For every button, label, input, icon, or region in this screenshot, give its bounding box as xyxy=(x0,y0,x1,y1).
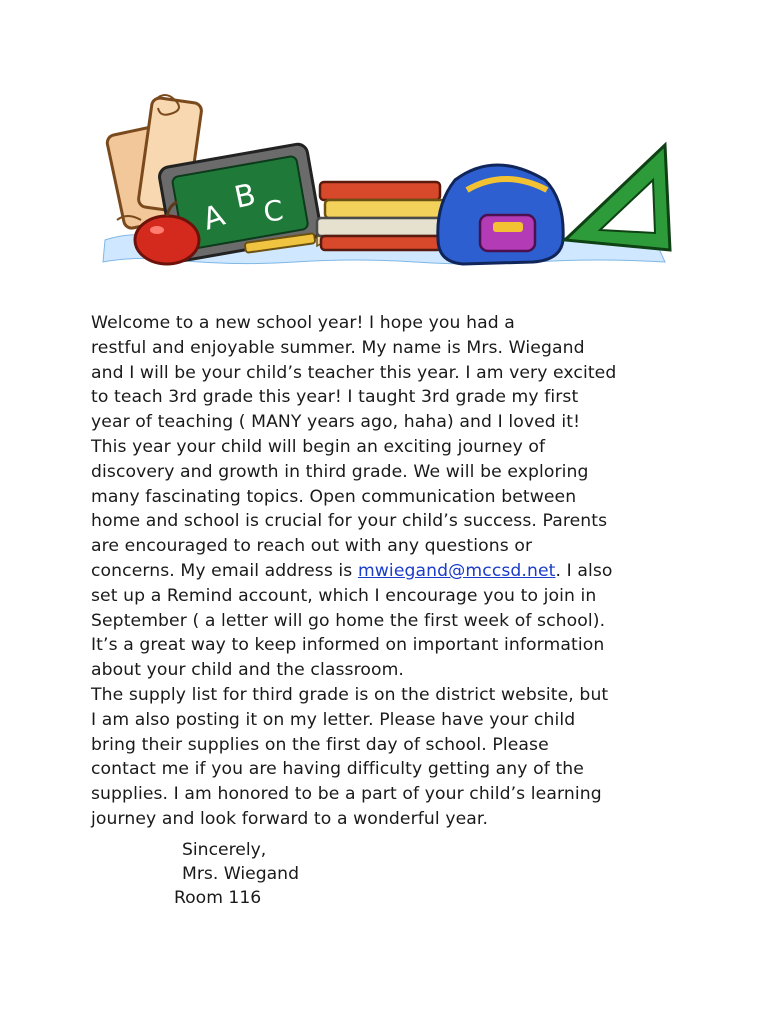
email-line-before: concerns. My email address is xyxy=(91,560,358,581)
email-link[interactable]: mwiegand@mccsd.net xyxy=(357,560,556,581)
letter-line-18: bring their supplies on the first day of school. Please xyxy=(91,734,549,755)
letter-line-6: This year your child will begin an exciting journey of xyxy=(91,436,546,457)
chalkboard-letter-c: C xyxy=(261,193,286,229)
backpack-icon xyxy=(438,165,563,264)
letter-line-16: The supply list for third grade is on the district website, but xyxy=(91,684,609,705)
letter-line-19: contact me if you are having difficulty getting any of the xyxy=(91,759,584,780)
triangle-ruler-icon xyxy=(565,145,670,250)
letter-line-12: set up a Remind account, which I encourage you to join in xyxy=(91,585,597,606)
letter-line-1: Welcome to a new school year! I hope you had a xyxy=(91,313,515,333)
letter-line-5: year of teaching ( MANY years ago, haha) and I loved it! xyxy=(91,412,581,433)
chalkboard-letter-a: A xyxy=(198,197,229,238)
school-supplies-clipart xyxy=(95,90,685,290)
letter-line-8: many fascinating topics. Open communication between xyxy=(91,486,577,507)
letter-line-3: and I will be your child’s teacher this year. I am very excited xyxy=(91,362,617,383)
letter-line-21: journey and look forward to a wonderful year. xyxy=(91,808,489,829)
letter-line-20: supplies. I am honored to be a part of your child’s learning xyxy=(91,784,602,805)
letter-line-15: about your child and the classroom. xyxy=(91,660,404,681)
letter-line-14: It’s a great way to keep informed on important information xyxy=(91,635,605,656)
letter-line-9: home and school is crucial for your child’s success. Parents xyxy=(91,511,608,532)
closing-name: Mrs. Wiegand xyxy=(182,864,299,884)
letter-line-17: I am also posting it on my letter. Please have your child xyxy=(91,709,576,730)
letter-line-13: September ( a letter will go home the first week of school). xyxy=(91,610,606,631)
chalkboard-letter-b: B xyxy=(231,177,259,216)
letter-line-4: to teach 3rd grade this year! I taught 3rd grade my first xyxy=(91,387,579,408)
closing-room: Room 116 xyxy=(174,888,262,908)
letter-body xyxy=(91,311,691,832)
books-icon xyxy=(317,182,450,250)
letter-line-10: are encouraged to reach out with any questions or xyxy=(91,536,533,557)
closing-valediction: Sincerely, xyxy=(182,840,267,860)
letter-line-7: discovery and growth in third grade. We will be exploring xyxy=(91,461,589,482)
email-line-after: . I also xyxy=(555,560,613,581)
letter-line-2: restful and enjoyable summer. My name is Mrs. Wiegand xyxy=(91,337,585,358)
letter-line-email xyxy=(91,559,691,584)
